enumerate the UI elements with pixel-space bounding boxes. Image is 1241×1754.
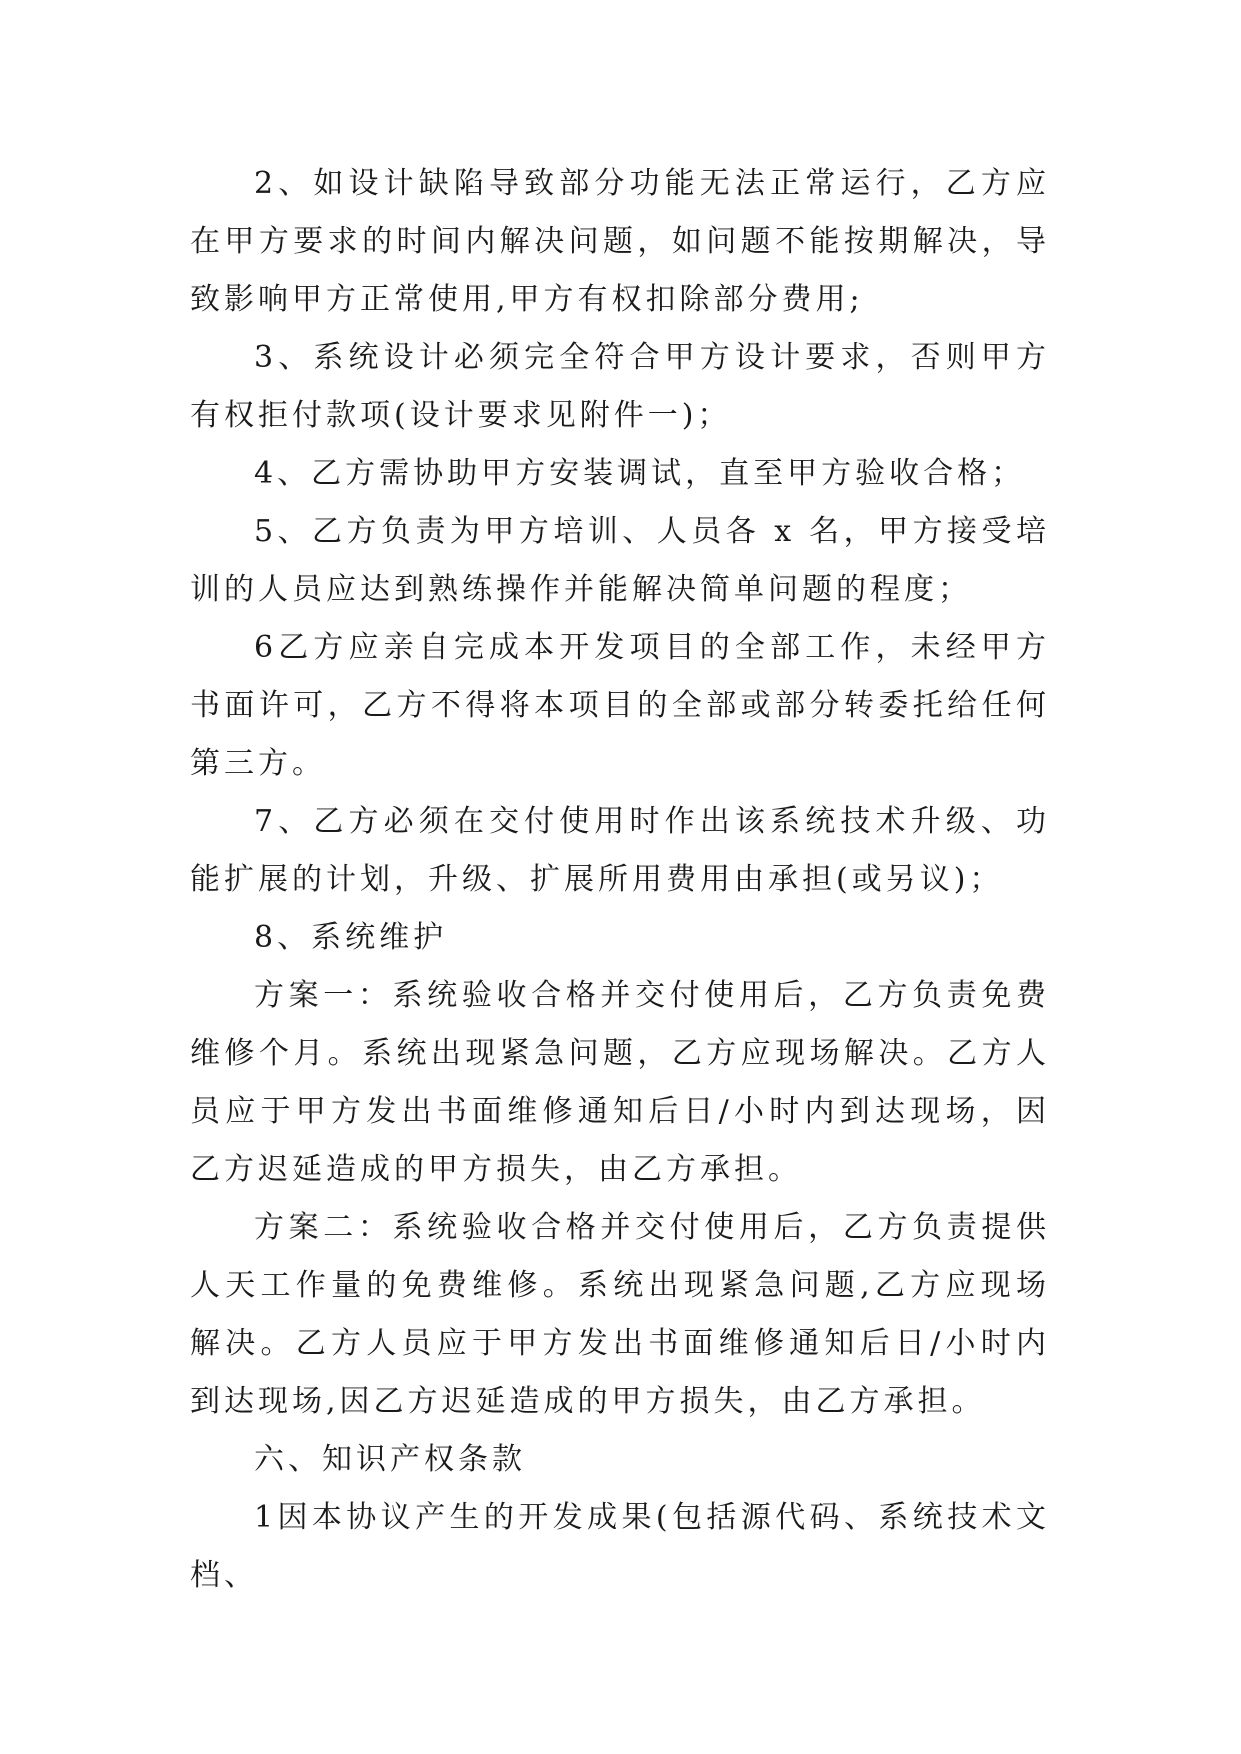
- clause-4-paragraph: 4、乙方需协助甲方安装调试，直至甲方验收合格；: [254, 456, 1026, 491]
- ip-clause-1-paragraph: 1因本协议产生的开发成果(包括源代码、系统技术文档、: [190, 1500, 1050, 1593]
- clause-6-paragraph: 6乙方应亲自完成本开发项目的全部工作，未经甲方书面许可，乙方不得将本项目的全部或部分转委托给任何第三方。: [190, 630, 1050, 781]
- clause-3-paragraph: 3、系统设计必须完全符合甲方设计要求，否则甲方有权拒付款项(设计要求见附件一)；: [190, 340, 1050, 433]
- clause-2-paragraph: 2、如设计缺陷导致部分功能无法正常运行，乙方应在甲方要求的时间内解决问题，如问题不能按期解决，导致影响甲方正常使用,甲方有权扣除部分费用;: [190, 166, 1050, 317]
- clause-8-heading: 8、系统维护: [254, 920, 448, 955]
- maintenance-plan-2-paragraph: 方案二：系统验收合格并交付使用后，乙方负责提供人天工作量的免费维修。系统出现紧急问题,乙方应现场解决。乙方人员应于甲方发出书面维修通知后日/小时内到达现场,因乙方迟延造成的甲方损失，由乙方承担。: [190, 1210, 1050, 1419]
- document-body: [190, 155, 1050, 1605]
- clause-5-paragraph: 5、乙方负责为甲方培训、人员各 x 名，甲方接受培训的人员应达到熟练操作并能解决简单问题的程度；: [190, 514, 1050, 607]
- section-6-heading: 六、知识产权条款: [254, 1442, 526, 1477]
- clause-7-paragraph: 7、乙方必须在交付使用时作出该系统技术升级、功能扩展的计划，升级、扩展所用费用由承担(或另议)；: [190, 804, 1050, 897]
- maintenance-plan-1-paragraph: 方案一：系统验收合格并交付使用后，乙方负责免费维修个月。系统出现紧急问题，乙方应现场解决。乙方人员应于甲方发出书面维修通知后日/小时内到达现场，因乙方迟延造成的甲方损失，由乙方承担。: [190, 978, 1050, 1187]
